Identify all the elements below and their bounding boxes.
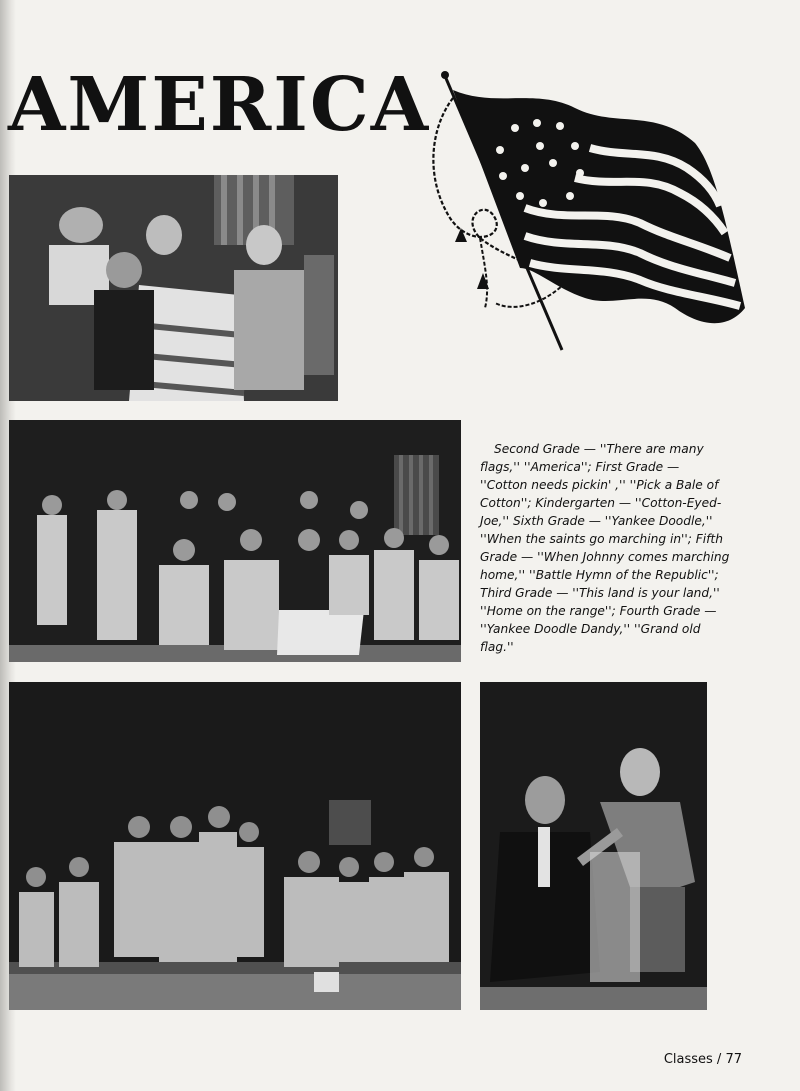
photo-children-in-costume [9,175,338,401]
photo-girl-dancing-with-man [480,682,707,1010]
page-title: AMERICA [8,62,431,148]
flag-illustration-icon [425,68,755,358]
songs-caption: Second Grade — ''There are many flags,'' ''America''; First Grade — ''Cotton needs pickin' ,'' ''Pick a Bale of Cotton''; Kindergarten — ''Cotton-Eyed-Joe,'' Sixth Grade — ''Yankee Doodle,'' ''When the saints go marching in''; Fifth Grade — ''When Johnny comes marching home,'' ''Battle Hymn of the Republic''; Third Grade — ''This land is your land,'' ''Home on the range''; Fourth Grade — ''Yankee Doodle Dandy,'' ''Grand old flag.'' [480,442,730,654]
photo-students-performing-on-stage [9,420,461,662]
photo-students-standing-on-stage [9,682,461,1010]
page-folio: Classes / 77 [663,1052,742,1067]
